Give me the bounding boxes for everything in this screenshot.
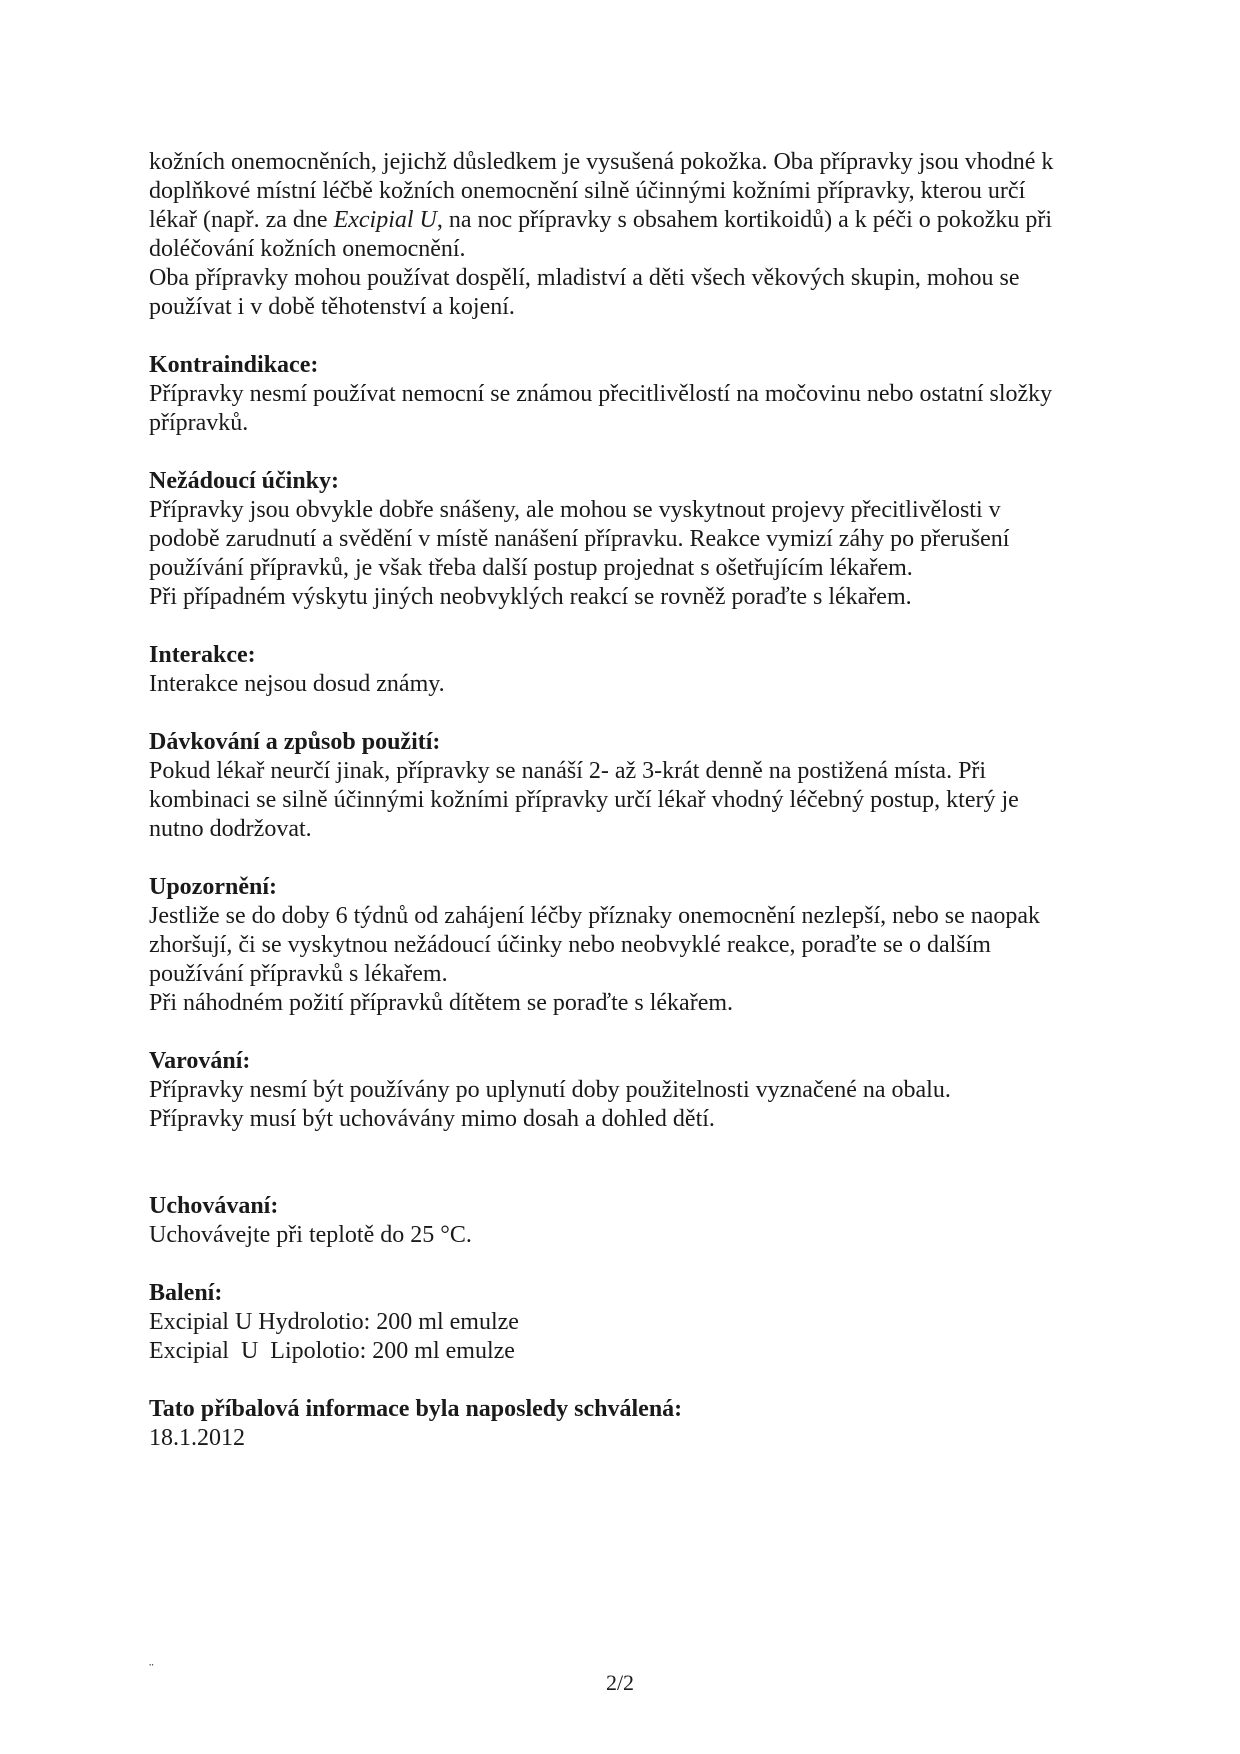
section-heading: Balení: (149, 1280, 223, 1306)
section-heading: Tato příbalová informace byla naposledy schválená: (149, 1396, 683, 1422)
section-heading: Kontraindikace: (149, 352, 319, 378)
text-line: Oba přípravky mohou používat dospělí, mladiství a děti všech věkových skupin, mohou se (149, 265, 1020, 291)
text-line: doplňkové místní léčbě kožních onemocnění silně účinnými kožními přípravky, kterou určí (149, 178, 1026, 204)
section-heading: Uchovávaní: (149, 1193, 279, 1219)
text-line: Přípravky jsou obvykle dobře snášeny, ale mohou se vyskytnout projevy přecitlivělosti v (149, 497, 1001, 523)
text-line: kožních onemocněních, jejichž důsledkem je vysušená pokožka. Oba přípravky jsou vhodné k (149, 149, 1054, 175)
text-line: Excipial U Hydrolotio: 200 ml emulze (149, 1309, 519, 1335)
section-heading: Dávkování a způsob použití: (149, 729, 441, 755)
text-line: používání přípravků s lékařem. (149, 961, 448, 987)
section-schvaleno (149, 1395, 1109, 1453)
text-line: Přípravky nesmí být používány po uplynutí doby použitelnosti vyznačené na obalu. (149, 1077, 951, 1103)
text-line: Při náhodném požití přípravků dítětem se poraďte s lékařem. (149, 990, 734, 1016)
page-number: 2/2 (605, 1670, 635, 1695)
text-line: doléčování kožních onemocnění. (149, 236, 466, 262)
section-heading: Interakce: (149, 642, 256, 668)
text-line: podobě zarudnutí a svědění v místě nanášení přípravku. Reakce vymizí záhy po přerušení (149, 526, 1010, 552)
approval-date: 18.1.2012 (149, 1425, 245, 1451)
text-line: Uchovávejte při teplotě do 25 °C. (149, 1222, 472, 1248)
text-line: Pokud lékař neurčí jinak, přípravky se nanáší 2- až 3-krát denně na postižená místa. Při (149, 758, 987, 784)
footer-mark: ¨ (149, 1662, 154, 1677)
text-line: nutno dodržovat. (149, 816, 312, 842)
text-line: Při případném výskytu jiných neobvyklých reakcí se rovněž poraďte s lékařem. (149, 584, 912, 610)
section-upozorneni (149, 873, 1109, 1018)
text-line: Interakce nejsou dosud známy. (149, 671, 445, 697)
text-line: Přípravky nesmí používat nemocní se známou přecitlivělostí na močovinu nebo ostatní složky (149, 381, 1053, 407)
section-heading: Upozornění: (149, 874, 277, 900)
product-name-italic: Excipial U (333, 207, 437, 233)
document-page (149, 148, 1109, 1453)
text-line: používat i v době těhotenství a kojení. (149, 294, 515, 320)
text-span: , na noc přípravky s obsahem kortikoidů) a k péči o pokožku při (436, 207, 1053, 233)
text-line: přípravků. (149, 410, 249, 436)
text-span: lékař (např. za dne (149, 207, 334, 233)
text-line: Excipial U Lipolotio: 200 ml emulze (149, 1338, 515, 1364)
section-davkovani (149, 728, 1109, 844)
section-varovani (149, 1047, 1109, 1134)
section-heading: Varování: (149, 1048, 251, 1074)
section-uchovavani (149, 1192, 1109, 1250)
text-line: kombinaci se silně účinnými kožními přípravky určí lékař vhodný léčebný postup, který je (149, 787, 1019, 813)
text-line (149, 206, 1109, 235)
text-line: používání přípravků, je však třeba další postup projednat s ošetřujícím lékařem. (149, 555, 913, 581)
intro-paragraph (149, 148, 1109, 322)
text-line: Jestliže se do doby 6 týdnů od zahájení léčby příznaky onemocnění nezlepší, nebo se naopak (149, 903, 1041, 929)
section-heading: Nežádoucí účinky: (149, 468, 340, 494)
section-nezadouci-ucinky (149, 467, 1109, 612)
text-line: zhoršují, či se vyskytnou nežádoucí účinky nebo neobvyklé reakce, poraďte se o dalším (149, 932, 991, 958)
section-kontraindikace (149, 351, 1109, 438)
text-line: Přípravky musí být uchovávány mimo dosah a dohled dětí. (149, 1106, 715, 1132)
section-baleni (149, 1279, 1109, 1366)
section-interakce (149, 641, 1109, 699)
